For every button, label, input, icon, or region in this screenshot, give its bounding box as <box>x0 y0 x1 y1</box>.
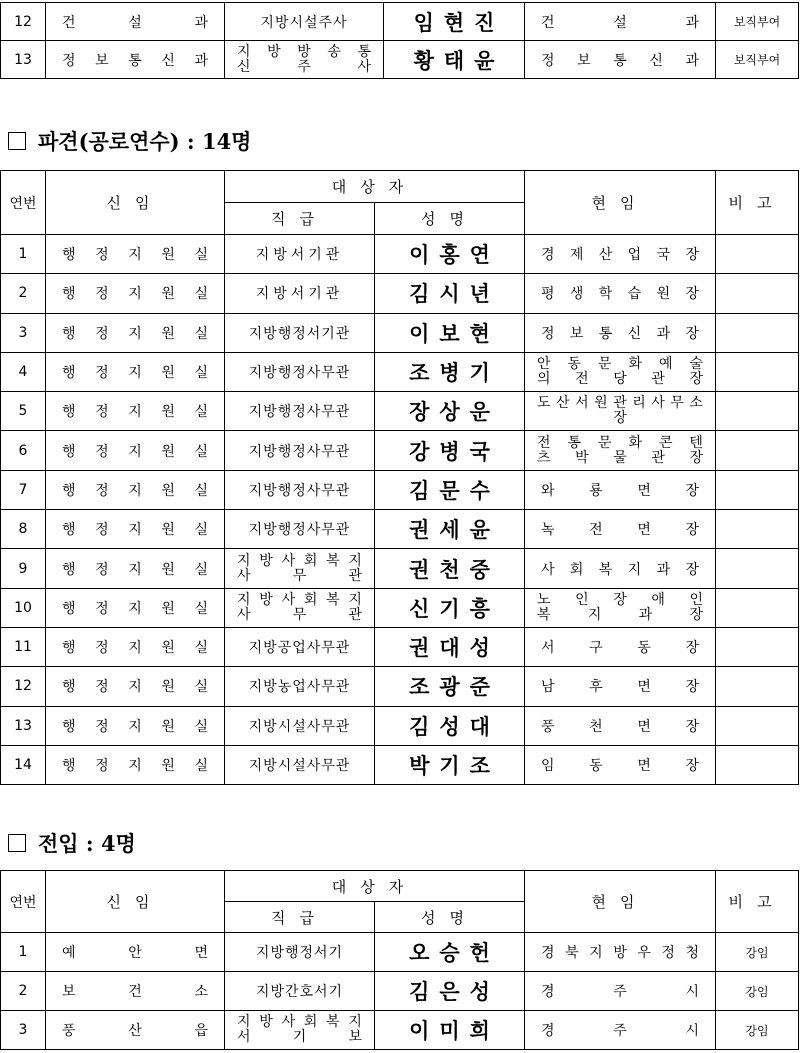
dispatch-section-title: 파견(공로연수) : 14명 <box>8 126 251 156</box>
new-post: 행 정 지 원 실 <box>62 365 208 382</box>
top-table <box>0 2 799 79</box>
rank: 지방행정사무관 <box>248 522 351 539</box>
new-post: 행 정 지 원 실 <box>62 286 208 303</box>
current-post: 경 주 시 <box>541 984 699 1000</box>
person-name: 황태윤 <box>413 47 505 73</box>
rank: 지방행정사무관 <box>248 482 351 499</box>
header-new-post: 신임 <box>46 871 225 933</box>
current-post: 정 보 통 신 과 <box>541 52 699 69</box>
person-name: 김문수 <box>409 477 500 503</box>
table-row <box>1 470 799 509</box>
checkbox-square-icon <box>8 834 26 852</box>
current-post: 정 보 통 신 과 장 <box>541 325 699 342</box>
row-number: 6 <box>1 431 46 470</box>
table-row <box>1 41 799 79</box>
row-number: 8 <box>1 510 46 549</box>
row-number: 3 <box>1 313 46 352</box>
table-row <box>1 274 799 313</box>
person-name: 김성대 <box>409 713 500 739</box>
new-post: 행 정 지 원 실 <box>62 443 208 460</box>
row-number: 11 <box>1 627 46 666</box>
rank: 지방시설주사 <box>260 14 348 31</box>
table-row <box>1 933 799 972</box>
note: 강임 <box>716 933 799 972</box>
person-name: 김시년 <box>409 281 500 307</box>
header-no: 연번 <box>1 871 46 933</box>
note <box>716 667 799 706</box>
current-post: 노 인 장 애 인 복 지 과 장 <box>537 591 703 623</box>
current-post: 경 제 산 업 국 장 <box>541 247 699 264</box>
person-name: 임현진 <box>413 9 505 35</box>
rank: 지방간호서기 <box>255 984 344 1000</box>
note: 보직부여 <box>716 3 799 41</box>
row-number: 12 <box>1 667 46 706</box>
person-name: 이미희 <box>409 1018 500 1043</box>
row-number: 10 <box>1 588 46 627</box>
new-post: 행 정 지 원 실 <box>62 325 208 342</box>
current-post: 건 설 과 <box>541 14 699 31</box>
new-post: 건 설 과 <box>62 14 208 31</box>
note <box>716 235 799 274</box>
current-post: 와 룡 면 장 <box>541 482 699 499</box>
row-number: 5 <box>1 392 46 431</box>
person-name: 박기조 <box>409 753 500 778</box>
table-row <box>1 313 799 352</box>
note <box>716 706 799 745</box>
person-name: 이보현 <box>409 320 500 346</box>
rank: 지방서기관 <box>255 247 344 264</box>
note: 보직부여 <box>716 41 799 79</box>
note <box>716 745 799 784</box>
header-no: 연번 <box>1 171 46 235</box>
person-name: 조병기 <box>409 360 500 386</box>
rank: 지방행정사무관 <box>248 443 351 460</box>
person-name: 김은성 <box>409 979 500 1004</box>
row-number: 13 <box>1 706 46 745</box>
person-name: 오승헌 <box>409 940 500 965</box>
row-number: 1 <box>1 933 46 972</box>
new-post: 행 정 지 원 실 <box>62 522 208 539</box>
note <box>716 588 799 627</box>
current-post: 남 후 면 장 <box>541 679 699 696</box>
rank: 지방공업사무관 <box>248 640 351 657</box>
person-name: 권세윤 <box>409 517 500 543</box>
note <box>716 627 799 666</box>
note <box>716 470 799 509</box>
person-name: 신기흥 <box>409 595 500 621</box>
rank: 지방시설사무관 <box>248 758 351 774</box>
table-row <box>1 549 799 588</box>
transfer-table <box>0 870 799 1050</box>
rank: 지방행정서기관 <box>248 325 351 342</box>
rank: 지방행정서기 <box>255 945 344 961</box>
table-row <box>1 3 799 41</box>
rank: 지 방 방 송 통 신 주 사 <box>237 43 371 75</box>
current-post: 서 구 동 장 <box>541 640 699 657</box>
note <box>716 313 799 352</box>
current-post: 경 북 지 방 우 정 청 <box>541 945 699 961</box>
row-number: 2 <box>1 274 46 313</box>
row-number: 4 <box>1 352 46 391</box>
note <box>716 352 799 391</box>
header-name: 성명 <box>375 203 525 235</box>
header-target: 대상자 <box>225 171 525 203</box>
header-note: 비고 <box>716 871 799 933</box>
new-post: 행 정 지 원 실 <box>62 600 208 617</box>
rank: 지 방 사 회 복 지 서 기 보 <box>237 1014 362 1045</box>
new-post: 행 정 지 원 실 <box>62 758 208 774</box>
new-post: 풍 산 읍 <box>62 1023 208 1039</box>
table-row <box>1 431 799 470</box>
note <box>716 510 799 549</box>
current-post: 풍 천 면 장 <box>541 718 699 735</box>
person-name: 장상운 <box>409 399 500 425</box>
new-post: 행 정 지 원 실 <box>62 247 208 264</box>
table-row <box>1 392 799 431</box>
note: 강임 <box>716 972 799 1011</box>
table-row <box>1 627 799 666</box>
rank: 지방농업사무관 <box>248 679 351 696</box>
current-post: 경 주 시 <box>541 1023 699 1039</box>
new-post: 보 건 소 <box>62 984 208 1000</box>
header-target: 대상자 <box>225 871 525 902</box>
new-post: 행 정 지 원 실 <box>62 679 208 696</box>
new-post: 행 정 지 원 실 <box>62 718 208 735</box>
table-row <box>1 510 799 549</box>
current-post: 사 회 복 지 과 장 <box>541 561 699 578</box>
row-number: 12 <box>1 3 46 41</box>
transfer-section-title: 전입 : 4명 <box>8 828 136 858</box>
header-current-post: 현임 <box>525 171 716 235</box>
person-name: 이홍연 <box>409 242 500 268</box>
header-current-post: 현임 <box>525 871 716 933</box>
header-name: 성명 <box>375 902 525 933</box>
checkbox-square-icon <box>8 132 26 150</box>
rank: 지 방 사 회 복 지 사 무 관 <box>237 591 362 623</box>
table-row <box>1 235 799 274</box>
rank: 지방행정사무관 <box>248 365 351 382</box>
header-new-post: 신임 <box>46 171 225 235</box>
note <box>716 431 799 470</box>
new-post: 행 정 지 원 실 <box>62 404 208 421</box>
new-post: 행 정 지 원 실 <box>62 561 208 578</box>
table-row <box>1 706 799 745</box>
current-post: 안 동 문 화 예 술 의 전 당 관 장 <box>537 356 703 388</box>
current-post: 녹 전 면 장 <box>541 522 699 539</box>
current-post: 평 생 학 습 원 장 <box>541 286 699 303</box>
header-note: 비고 <box>716 171 799 235</box>
rank: 지방행정사무관 <box>248 404 351 421</box>
header-rank: 직급 <box>225 203 375 235</box>
table-row <box>1 745 799 784</box>
rank: 지방서기관 <box>255 286 344 303</box>
note <box>716 392 799 431</box>
row-number: 14 <box>1 745 46 784</box>
person-name: 조광준 <box>409 674 500 700</box>
table-row <box>1 352 799 391</box>
new-post: 정 보 통 신 과 <box>62 52 208 69</box>
table-row <box>1 588 799 627</box>
row-number: 3 <box>1 1011 46 1050</box>
row-number: 13 <box>1 41 46 79</box>
rank: 지 방 사 회 복 지 사 무 관 <box>237 552 362 584</box>
row-number: 2 <box>1 972 46 1011</box>
current-post: 전 통 문 화 콘 텐 츠 박 물 관 장 <box>537 434 703 466</box>
person-name: 권천중 <box>409 556 500 582</box>
person-name: 권대성 <box>409 635 500 661</box>
row-number: 9 <box>1 549 46 588</box>
dispatch-table <box>0 170 799 785</box>
new-post: 행 정 지 원 실 <box>62 640 208 657</box>
new-post: 예 안 면 <box>62 945 208 961</box>
table-row <box>1 972 799 1011</box>
row-number: 7 <box>1 470 46 509</box>
person-name: 강병국 <box>409 438 500 464</box>
note <box>716 549 799 588</box>
current-post: 도 산 서 원 관 리 사 무 소 장 <box>537 395 703 427</box>
row-number: 1 <box>1 235 46 274</box>
current-post: 임 동 면 장 <box>541 758 699 774</box>
new-post: 행 정 지 원 실 <box>62 482 208 499</box>
rank: 지방시설사무관 <box>248 718 351 735</box>
table-row <box>1 1011 799 1050</box>
note <box>716 274 799 313</box>
note: 강임 <box>716 1011 799 1050</box>
table-row <box>1 667 799 706</box>
header-rank: 직급 <box>225 902 375 933</box>
